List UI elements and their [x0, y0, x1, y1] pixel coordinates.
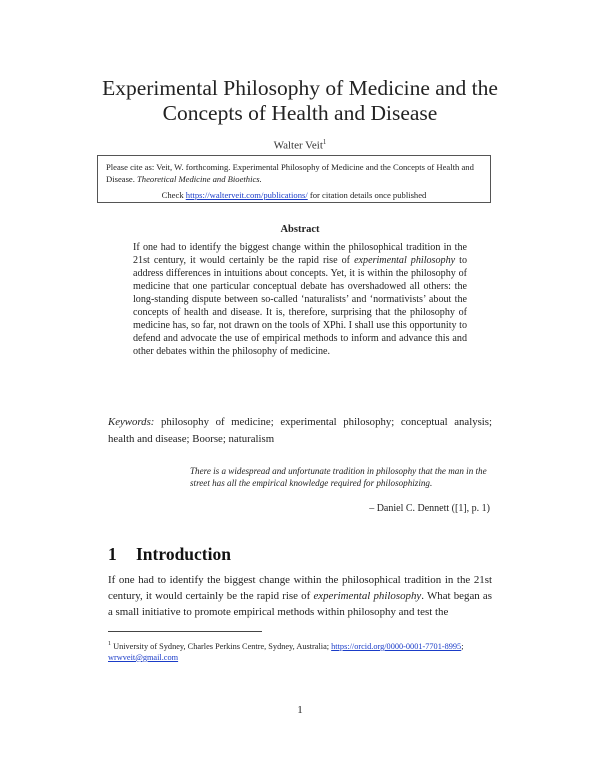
citation-box [97, 155, 491, 203]
citation-check-suffix: for citation details once published [307, 190, 427, 200]
keywords [108, 414, 492, 447]
email-link[interactable]: wrwveit@gmail.com [108, 652, 179, 662]
page-number: 1 [297, 704, 303, 716]
publications-link[interactable]: https://walterveit.com/publications/ [185, 190, 308, 200]
footnote [108, 639, 492, 663]
author-footnote-mark: 1 [322, 138, 327, 146]
footnote-separator: ; [461, 641, 464, 651]
paper-title: Experimental Philosophy of Medicine and the Concepts of Health and Disease [102, 76, 498, 125]
author-line [0, 138, 600, 152]
keywords-text: philosophy of medicine; experimental philosophy; conceptual analysis; health and disease; Boorse; naturalism [108, 416, 492, 445]
epigraph-quote: There is a widespread and unfortunate tradition in philosophy that the man in the street has all the empirical knowledge required for philosophizing. [190, 466, 487, 488]
citation-check-prefix: Check [161, 190, 186, 200]
body-emphasis: experimental philosophy [313, 590, 422, 603]
section-title: Introduction [136, 544, 231, 564]
body-part1: If one had to identify the biggest change within the philosophical tradition in the 21st century, it would certainly be the rapid rise of [108, 574, 492, 603]
abstract-part1: If one had to identify the biggest change within the philosophical tradition in the 21st century, it would certainly be the rapid rise of [133, 242, 467, 267]
footnote-divider [108, 631, 262, 632]
keywords-label: Keywords: [108, 416, 155, 428]
citation-prefix: Please cite as: Veit, W. forthcoming. Experimental Philosophy of Medicine and the Concepts of Health and Disease. [106, 162, 474, 184]
section-number: 1 [108, 544, 117, 564]
body-part2: . What began as a small initiative to promote empirical methods within philosophy and test the [108, 590, 492, 619]
abstract-text [133, 241, 467, 358]
epigraph-attribution: – Daniel C. Dennett ([1], p. 1) [369, 503, 490, 514]
footnote-text: University of Sydney, Charles Perkins Centre, Sydney, Australia; [111, 641, 332, 651]
section-body [108, 572, 492, 621]
orcid-link[interactable]: https://orcid.org/0000-0001-7701-8995 [331, 641, 462, 651]
citation-journal: Theoretical Medicine and Bioethics. [137, 173, 262, 184]
author-name: Walter Veit [273, 139, 323, 152]
citation-check-line [106, 190, 482, 202]
section-heading [108, 544, 231, 565]
abstract-emphasis: experimental philosophy [354, 255, 456, 267]
abstract-part2: to address differences in intuitions about concepts. Yet, it is within the philosophy of medicine that one particular conceptual debate has overshadowed all others: the long-standing dispute between so-called ‘naturalists’ and ‘normativists’ about the concepts of health and disease. It is, therefore, surprising that the philosophy of medicine has, so far, not drawn on the tools of XPhi. I shall use this opportunity to defend and advocate the use of empirical methods to inform and advance this and other debates within the philosophy of medicine. [133, 255, 467, 358]
abstract-heading: Abstract [280, 224, 320, 235]
footnote-mark: 1 [108, 641, 111, 647]
citation-text [106, 162, 482, 185]
